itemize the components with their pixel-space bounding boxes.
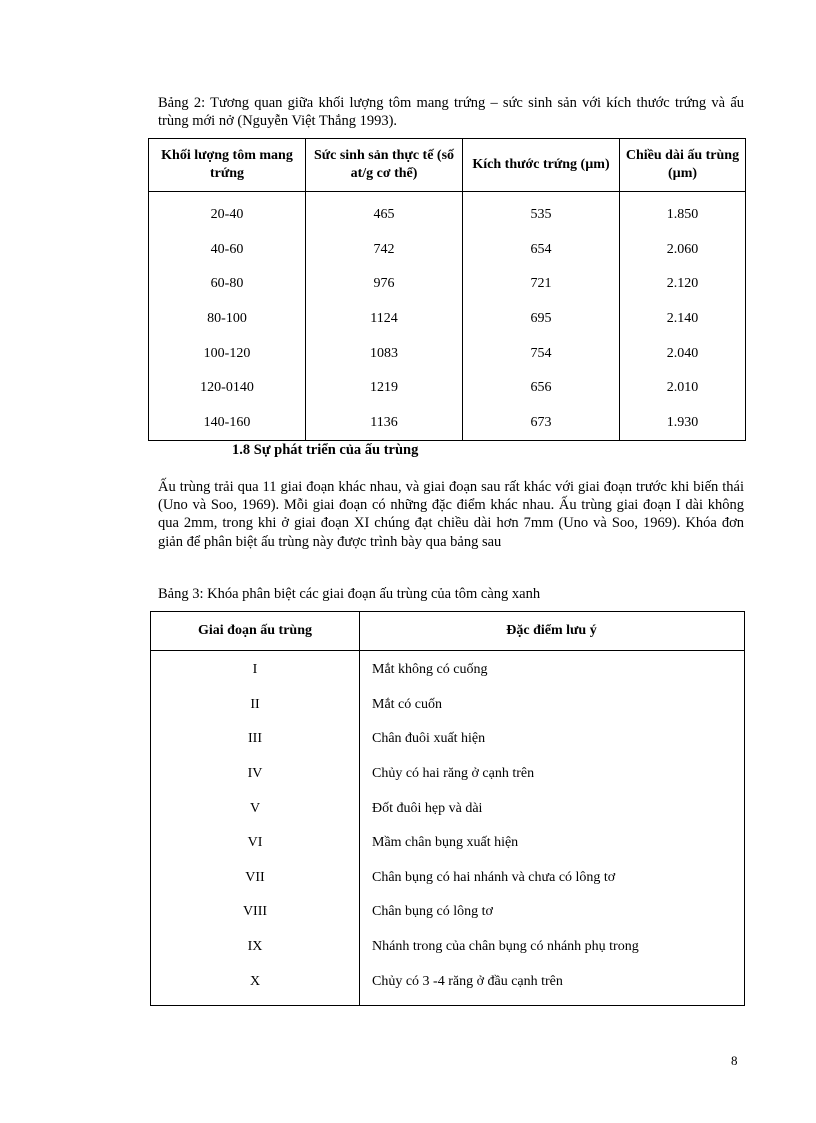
table-row: [149, 406, 746, 441]
stage-cell: I: [151, 651, 360, 688]
stage-cell: V: [151, 791, 360, 826]
table2-caption: Bảng 2: Tương quan giữa khối lượng tôm mang trứng – sức sinh sản với kích thước trứng và ấu trùng mới nở (Nguyễn Việt Thắng 1993).: [158, 95, 744, 129]
feature-cell: Mắt không có cuống: [372, 662, 488, 678]
feature-cell: Mầm chân bụng xuất hiện: [372, 835, 519, 851]
table2-cell: 2.140: [620, 302, 746, 337]
stage-cell: X: [151, 964, 360, 1005]
table-row: [151, 930, 745, 965]
feature-cell: Nhánh trong của chân bụng có nhánh phụ trong: [372, 939, 639, 955]
table2-cell: 654: [463, 233, 620, 268]
stage-cell: IV: [151, 757, 360, 792]
table-row: [149, 371, 746, 406]
table2-cell: 1.850: [620, 192, 746, 233]
table2-cell: 695: [463, 302, 620, 337]
table2: [148, 138, 746, 441]
table-row: [151, 651, 745, 688]
table2-cell: 2.120: [620, 267, 746, 302]
table2-cell: 754: [463, 336, 620, 371]
table2-cell: 2.060: [620, 233, 746, 268]
table2-header-cell: Sức sinh sản thực tế (số at/g cơ thể): [306, 139, 463, 192]
table2-header-cell: Chiều dài ấu trùng (µm): [620, 139, 746, 192]
table2-cell: 721: [463, 267, 620, 302]
table-row: [151, 688, 745, 723]
feature-cell: Chủy có 3 -4 răng ở đầu cạnh trên: [372, 973, 563, 989]
section-heading: 1.8 Sự phát triển của ấu trùng: [232, 442, 419, 458]
stage-cell: VI: [151, 826, 360, 861]
page-number: 8: [731, 1053, 738, 1068]
table3: [150, 611, 745, 1006]
table3-header-cell: Giai đoạn ấu trùng: [151, 612, 360, 651]
table-row: [151, 757, 745, 792]
table3-header-cell: Đặc điểm lưu ý: [360, 612, 745, 651]
feature-cell: Mắt có cuốn: [372, 696, 442, 712]
table-row: [151, 895, 745, 930]
table2-cell: 1.930: [620, 406, 746, 441]
feature-cell: Chân bụng có lông tơ: [372, 904, 493, 920]
table2-cell: 2.040: [620, 336, 746, 371]
table2-cell: 535: [463, 192, 620, 233]
table-row: [149, 267, 746, 302]
table2-cell: 2.010: [620, 371, 746, 406]
table2-cell: 976: [306, 267, 463, 302]
table2-header-cell: Kích thước trứng (µm): [463, 139, 620, 192]
table2-cell: 100-120: [149, 336, 306, 371]
table2-cell: 656: [463, 371, 620, 406]
table2-cell: 1136: [306, 406, 463, 441]
stage-cell: II: [151, 688, 360, 723]
feature-cell: Chủy có hai răng ở cạnh trên: [372, 766, 535, 782]
table2-cell: 20-40: [149, 192, 306, 233]
table2-cell: 40-60: [149, 233, 306, 268]
stage-cell: VIII: [151, 895, 360, 930]
table-row: [151, 826, 745, 861]
body-paragraph: Ấu trùng trải qua 11 giai đoạn khác nhau, và giai đoạn sau rất khác với giai đoạn trước khi biến thái (Uno và Soo, 1969). Mỗi giai đoạn có những đặc điểm khác nhau. Ấu trùng giai đoạn I dài không qua 2mm, trong khi ở giai đoạn XI chúng đạt chiều dài hơn 7mm (Uno và Soo, 1969). Khóa đơn giản để phân biệt ấu trùng này được trình bày qua bảng sau: [158, 479, 744, 550]
table3-header-row: [151, 612, 745, 651]
table2-cell: 742: [306, 233, 463, 268]
table3-caption: Bảng 3: Khóa phân biệt các giai đoạn ấu trùng của tôm càng xanh: [158, 586, 541, 602]
feature-cell: Chân bụng có hai nhánh và chưa có lông tơ: [372, 869, 616, 885]
feature-cell: Chân đuôi xuất hiện: [372, 731, 486, 747]
table-row: [151, 964, 745, 1005]
table-row: [151, 722, 745, 757]
table2-header-row: [149, 139, 746, 192]
table2-cell: 1124: [306, 302, 463, 337]
table2-cell: 120-0140: [149, 371, 306, 406]
table-row: [149, 336, 746, 371]
feature-cell: Đốt đuôi hẹp và dài: [372, 800, 483, 816]
stage-cell: IX: [151, 930, 360, 965]
table-row: [149, 192, 746, 233]
table2-cell: 1219: [306, 371, 463, 406]
table2-header-cell: Khối lượng tôm mang trứng: [149, 139, 306, 192]
table2-cell: 80-100: [149, 302, 306, 337]
stage-cell: VII: [151, 861, 360, 896]
table2-cell: 1083: [306, 336, 463, 371]
table-row: [149, 233, 746, 268]
stage-cell: III: [151, 722, 360, 757]
table-row: [149, 302, 746, 337]
table2-cell: 465: [306, 192, 463, 233]
table2-cell: 140-160: [149, 406, 306, 441]
table-row: [151, 861, 745, 896]
table2-cell: 673: [463, 406, 620, 441]
table2-cell: 60-80: [149, 267, 306, 302]
table-row: [151, 791, 745, 826]
